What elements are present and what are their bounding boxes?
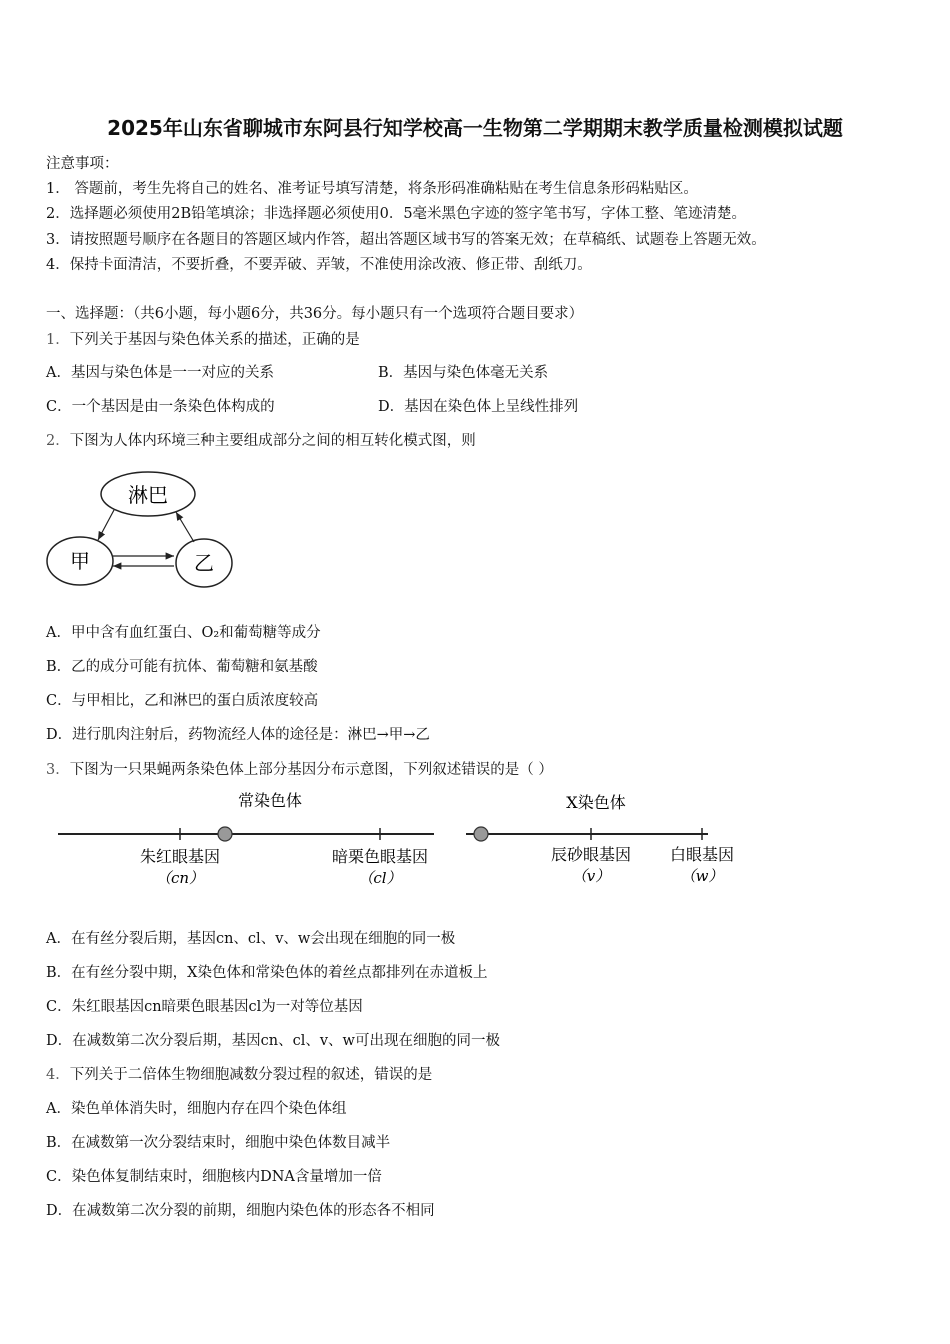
question-text: 下图为人体内环境三种主要组成部分之间的相互转化模式图，则 bbox=[69, 433, 476, 449]
option-a: A．染色单体消失时，细胞内存在四个染色体组 bbox=[46, 1101, 347, 1117]
section-heading: 一、选择题：（共6小题，每小题6分，共36分。每小题只有一个选项符合题目要求） bbox=[46, 306, 584, 322]
lymph-label: 淋巴 bbox=[128, 483, 168, 507]
option-c: C．一个基因是由一条染色体构成的 bbox=[46, 399, 275, 415]
option-c: C．与甲相比，乙和淋巴的蛋白质浓度较高 bbox=[46, 693, 319, 709]
notice-item: 1． 答题前，考生先将自己的姓名、准考证号填写清楚，将条形码准确粘贴在考生信息条形码粘贴区。 bbox=[46, 181, 698, 197]
x-centromere bbox=[474, 827, 488, 841]
page-title: 2025年山东省聊城市东阿县行知学校高一生物第二学期期末教学质量检测模拟试题 bbox=[107, 116, 843, 140]
question-1-options-row2 bbox=[46, 395, 275, 416]
option-a: A．基因与染色体是一一对应的关系 bbox=[46, 365, 274, 381]
option-d: D．进行肌肉注射后，药物流经人体的途径是：淋巴→甲→乙 bbox=[46, 727, 430, 743]
question-number: 2． bbox=[46, 433, 70, 449]
gene-cl-symbol: （cl） bbox=[358, 869, 402, 887]
gene-cl-name: 暗栗色眼基因 bbox=[331, 847, 429, 866]
option-c: C．朱红眼基因cn暗栗色眼基因cl为一对等位基因 bbox=[46, 999, 363, 1015]
autosome-centromere bbox=[218, 827, 232, 841]
option-b: B．基因与染色体毫无关系 bbox=[378, 365, 549, 381]
arrow-lymph-to-jia bbox=[98, 510, 114, 540]
option-d-wrap bbox=[378, 395, 578, 416]
gene-w-symbol: （w） bbox=[680, 867, 724, 885]
body-fluid-diagram bbox=[40, 466, 240, 596]
notice-item: 3．请按照题号顺序在各题目的答题区域内作答，超出答题区域书写的答案无效；在草稿纸、试题卷上答题无效。 bbox=[46, 232, 766, 248]
option-d: D．在减数第二次分裂的前期，细胞内染色体的形态各不相同 bbox=[46, 1203, 435, 1219]
option-c: C．染色体复制结束时，细胞核内DNA含量增加一倍 bbox=[46, 1169, 382, 1185]
gene-w-name: 白眼基因 bbox=[669, 845, 735, 864]
autosome-title: 常染色体 bbox=[237, 791, 303, 810]
question-3-stem bbox=[46, 758, 553, 779]
question-text: 下列关于基因与染色体关系的描述，正确的是 bbox=[69, 332, 360, 348]
question-4-stem bbox=[46, 1063, 432, 1084]
notice-item: 4．保持卡面清洁，不要折叠，不要弄破、弄皱，不准使用涂改液、修正带、刮纸刀。 bbox=[46, 257, 592, 273]
question-number: 3． bbox=[46, 762, 70, 778]
question-text: 下列关于二倍体生物细胞减数分裂过程的叙述，错误的是 bbox=[69, 1067, 433, 1083]
chromosome-gene-diagram bbox=[50, 786, 750, 896]
question-2-stem bbox=[46, 429, 476, 450]
option-b: B．在有丝分裂中期，X染色体和常染色体的着丝点都排列在赤道板上 bbox=[46, 965, 488, 981]
gene-cn-symbol: （cn） bbox=[155, 869, 205, 887]
x-chromosome-title: X染色体 bbox=[566, 793, 626, 812]
arrow-yi-to-lymph bbox=[176, 512, 194, 542]
option-a: A．甲中含有血红蛋白、O₂和葡萄糖等成分 bbox=[46, 625, 321, 641]
option-d: D．在减数第二次分裂后期，基因cn、cl、v、w可出现在细胞的同一极 bbox=[46, 1033, 500, 1049]
jia-label: 甲 bbox=[70, 549, 90, 573]
option-a: A．在有丝分裂后期，基因cn、cl、v、w会出现在细胞的同一极 bbox=[46, 931, 456, 947]
question-number: 4． bbox=[46, 1067, 70, 1083]
question-1-stem bbox=[46, 328, 360, 349]
notice-heading: 注意事项： bbox=[46, 156, 119, 172]
yi-label: 乙 bbox=[194, 551, 214, 575]
gene-v-name: 辰砂眼基因 bbox=[550, 845, 632, 864]
option-b: B．乙的成分可能有抗体、葡萄糖和氨基酸 bbox=[46, 659, 318, 675]
question-1-options-row1 bbox=[46, 361, 274, 382]
option-b-wrap bbox=[378, 361, 548, 382]
notice-item: 2．选择题必须使用2B铅笔填涂；非选择题必须使用0．5毫米黑色字迹的签字笔书写，字体工整、笔迹清楚。 bbox=[46, 206, 747, 222]
gene-v-symbol: （v） bbox=[571, 867, 611, 885]
option-b: B．在减数第一次分裂结束时，细胞中染色体数目减半 bbox=[46, 1135, 391, 1151]
question-number: 1． bbox=[46, 332, 70, 348]
option-d: D．基因在染色体上呈线性排列 bbox=[378, 399, 579, 415]
question-text: 下图为一只果蝇两条染色体上部分基因分布示意图，下列叙述错误的是（ ） bbox=[69, 762, 553, 778]
gene-cn-name: 朱红眼基因 bbox=[139, 847, 221, 866]
